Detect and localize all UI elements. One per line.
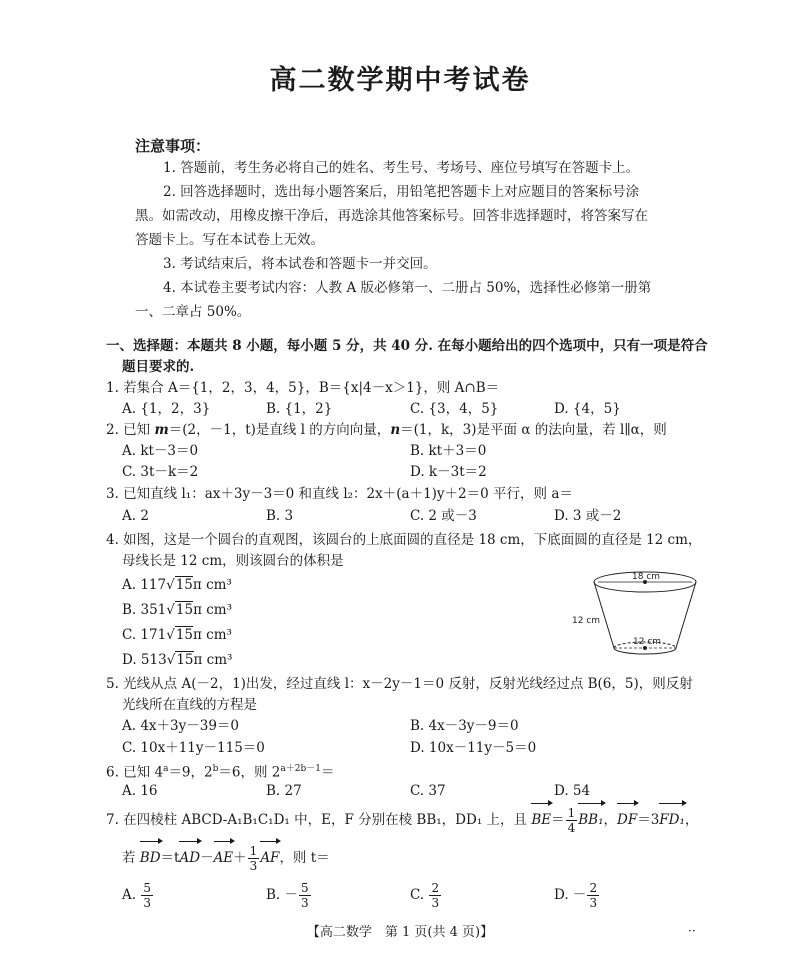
q3-option-b: B. 3 bbox=[266, 508, 294, 524]
q7-option-d: D. － $\frac{2}{3}$ bbox=[554, 881, 598, 910]
q2-stem: 2. 已知 m＝(2，－1，t)是直线 l 的方向向量，n＝(1，k，3)是平面 α 的法向量，若 l∥α，则 bbox=[106, 422, 667, 438]
notice-line-3: 黑。如需改动，用橡皮擦干净后，再选涂其他答案标号。回答非选择题时，将答案写在 bbox=[135, 208, 648, 224]
q7-option-a: A. $\frac{5}{3}$ bbox=[122, 881, 151, 910]
q5-option-a: A. 4x＋3y－39＝0 bbox=[122, 718, 240, 734]
corner-mark: ·· bbox=[688, 924, 696, 938]
q5-stem-line-1: 5. 光线从点 A(－2，1)出发，经过直线 l：x－2y－1＝0 反射，反射光线经过点 B(6，5)，则反射 bbox=[106, 676, 693, 692]
page-title: 高二数学期中考试卷 bbox=[269, 65, 531, 96]
q6-option-a: A. 16 bbox=[122, 783, 158, 799]
q7-option-c: C. $\frac{2}{3}$ bbox=[410, 881, 440, 910]
q4-stem-line-2: 母线长是 12 cm，则该圆台的体积是 bbox=[122, 553, 344, 569]
q1-stem: 1. 若集合 A＝{1，2，3，4，5}，B＝{x|4－x＞1}，则 A∩B＝ bbox=[106, 380, 500, 396]
q6-stem: 6. 已知 $4^a=9$，$2^b=6$，则 $2^{a+2b-1}=$ bbox=[106, 764, 335, 781]
q2-option-c: C. 3t－k＝2 bbox=[122, 464, 199, 480]
notice-line-4: 答题卡上。写在本试卷上无效。 bbox=[135, 232, 324, 248]
q6-option-d: D. 54 bbox=[554, 783, 591, 799]
frustum-right-edge bbox=[676, 582, 696, 648]
frustum-top-label: 18 cm bbox=[632, 572, 661, 582]
section-heading-2: 题目要求的. bbox=[122, 359, 195, 375]
q4-option-d: D. 513√15π cm³ bbox=[122, 652, 233, 668]
q5-stem-line-2: 光线所在直线的方程是 bbox=[122, 697, 257, 713]
q1-option-a: A. {1，2，3} bbox=[122, 401, 211, 417]
q4-option-b: B. 351√15π cm³ bbox=[122, 602, 233, 618]
q4-option-c: C. 171√15π cm³ bbox=[122, 627, 232, 643]
q4-option-a: A. 117√15π cm³ bbox=[122, 577, 232, 593]
notice-line-1: 1. 答题前，考生务必将自己的姓名、考生号、考场号、座位号填写在答题卡上。 bbox=[163, 160, 640, 176]
page-footer: 【高二数学 第 1 页(共 4 页)】 bbox=[306, 925, 494, 940]
notice-line-5: 3. 考试结束后，将本试卷和答题卡一并交回。 bbox=[163, 256, 437, 272]
q7-stem-line-2: 若 BD＝tAD－AE＋ $\frac{1}{3}$ AF，则 t＝ bbox=[122, 844, 330, 873]
q3-stem: 3. 已知直线 l₁：ax＋3y－3＝0 和直线 l₂：2x＋(a＋1)y＋2＝0 平行，则 a＝ bbox=[106, 486, 573, 502]
q7-stem-line-1: 7. 在四棱柱 ABCD-A₁B₁C₁D₁ 中，E，F 分别在棱 BB₁，DD₁ 上，且 BE＝ $\frac{1}{4}$ BB₁，DF＝3FD₁， bbox=[106, 806, 699, 835]
notice-line-7: 一、二章占 50%。 bbox=[135, 304, 251, 320]
q4-stem-line-1: 4. 如图，这是一个圆台的直观图，该圆台的上底面圆的直径是 18 cm，下底面圆的直径是 12 cm， bbox=[106, 532, 702, 548]
frustum-figure bbox=[568, 568, 698, 668]
q1-option-b: B. {1，2} bbox=[266, 401, 333, 417]
q7-option-b: B. － $\frac{5}{3}$ bbox=[266, 881, 309, 910]
q5-option-c: C. 10x＋11y－115＝0 bbox=[122, 740, 265, 756]
frustum-bottom-label: 12 cm bbox=[633, 637, 662, 647]
section-heading-1: 一、选择题：本题共 8 小题，每小题 5 分，共 40 分. 在每小题给出的四个选项中，只有一项是符合 bbox=[106, 338, 708, 354]
q6-option-c: C. 37 bbox=[410, 783, 446, 799]
q2-option-b: B. kt＋3＝0 bbox=[410, 443, 487, 459]
notice-heading: 注意事项： bbox=[135, 137, 211, 155]
q5-option-b: B. 4x－3y－9＝0 bbox=[410, 718, 519, 734]
notice-line-2: 2. 回答选择题时，选出每小题答案后，用铅笔把答题卡上对应题目的答案标号涂 bbox=[163, 184, 640, 200]
q1-option-d: D. {4，5} bbox=[554, 401, 621, 417]
frustum-left-edge bbox=[594, 582, 614, 648]
frustum-side-label: 12 cm bbox=[572, 616, 601, 626]
q3-option-a: A. 2 bbox=[122, 508, 149, 524]
q2-option-d: D. k－3t＝2 bbox=[410, 464, 487, 480]
q5-option-d: D. 10x－11y－5＝0 bbox=[410, 740, 537, 756]
q3-option-d: D. 3 或－2 bbox=[554, 508, 622, 524]
q3-option-c: C. 2 或－3 bbox=[410, 508, 477, 524]
q6-option-b: B. 27 bbox=[266, 783, 302, 799]
notice-line-6: 4. 本试卷主要考试内容：人教 A 版必修第一、二册占 50%，选择性必修第一册第 bbox=[163, 280, 652, 296]
q2-option-a: A. kt－3＝0 bbox=[122, 443, 199, 459]
q1-option-c: C. {3，4，5} bbox=[410, 401, 499, 417]
